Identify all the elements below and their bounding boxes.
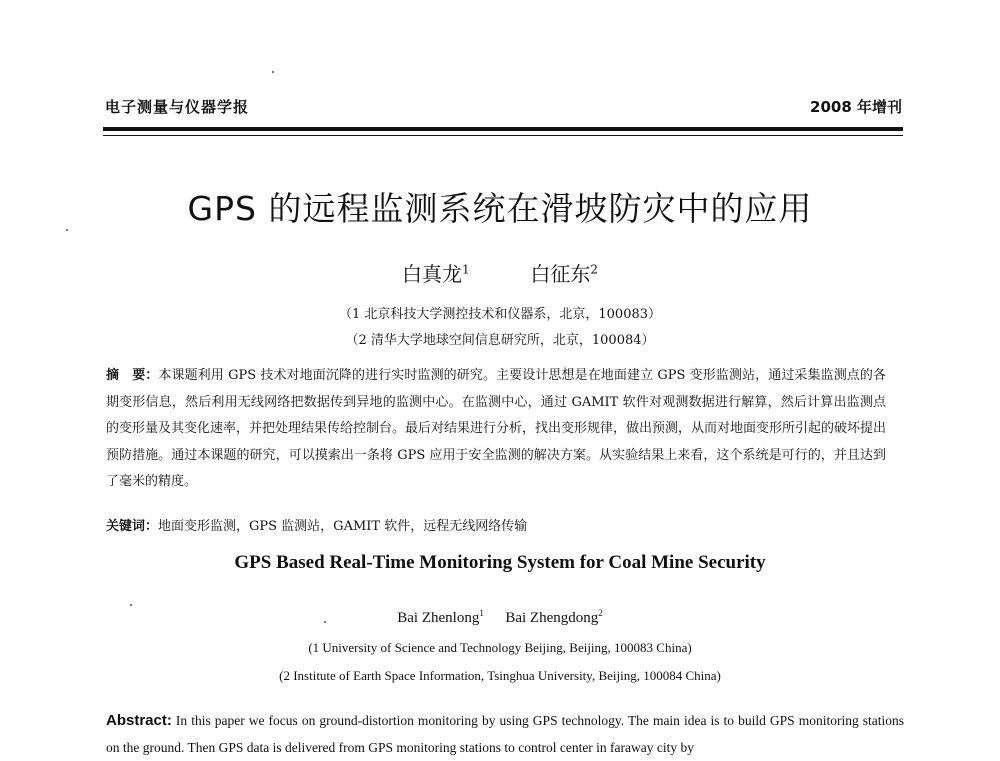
abstract-cn-text: 本课题利用 GPS 技术对地面沉降的进行实时监测的研究。主要设计思想是在地面建立 GPS 变形监测站，通过采集监测点的各期变形信息，然后利用无线网络把数据传到异地的监测中心。在监测中心，通过 GAMIT 软件对观测数据进行解算，然后计算出监测点的变形量及其变化速率，并把处理结果传给控制台。最后对结果进行分析，找出变形规律，做出预测，从而对地面变形所引起的破坏提出预防措施。通过本课题的研究，可以摸索出一条将 GPS 应用于安全监测的解决方案。从实验结果上来看，这个系统是可行的，并且达到了毫米的精度。 — [106, 368, 887, 489]
scan-speck — [66, 229, 68, 231]
scan-speck — [272, 71, 274, 73]
keywords-chinese — [106, 515, 527, 534]
authors-chinese — [0, 258, 1000, 287]
title-chinese: GPS 的远程监测系统在滑坡防灾中的应用 — [187, 189, 813, 228]
header-rule-thin — [103, 135, 903, 136]
affiliation-2-en: (2 Institute of Earth Space Information, Tsinghua University, Beijing, 100084 China) — [279, 668, 721, 683]
journal-name: 电子测量与仪器学报 — [105, 98, 250, 116]
abstract-english — [106, 707, 904, 761]
keywords-cn-text: 地面变形监测，GPS 监测站，GAMIT 软件，远程无线网络传输 — [158, 519, 528, 534]
abstract-cn-label: 摘 要： — [106, 368, 159, 383]
author-1-sup-en: 1 — [479, 608, 484, 618]
abstract-en-label: Abstract: — [106, 712, 172, 729]
keywords-cn-label: 关键词： — [106, 519, 159, 534]
affiliation-1-en: (1 University of Science and Technology Beijing, Beijing, 100083 China) — [308, 640, 692, 655]
header-rule-thick — [103, 127, 903, 131]
scan-speck — [130, 604, 132, 606]
author-2-sup-cn: 2 — [590, 262, 598, 277]
author-1-name-en: Bai Zhenlong — [397, 610, 480, 626]
scan-speck — [324, 621, 326, 623]
title-english: GPS Based Real-Time Monitoring System for Coal Mine Security — [234, 552, 766, 573]
issue-label: 2008 年增刊 — [810, 98, 902, 116]
abstract-chinese — [106, 363, 886, 496]
author-2-sup-en: 2 — [598, 608, 603, 618]
author-1-sup-cn: 1 — [462, 262, 470, 277]
abstract-en-text: In this paper we focus on ground-distortion monitoring by using GPS technology. The main idea is to build GPS monitoring stations on the ground. Then GPS data is delivered from GPS monitoring stations to control center in faraway city by — [106, 713, 905, 755]
author-2-name-en: Bai Zhengdong — [505, 610, 599, 626]
affiliation-2-cn: （2 清华大学地球空间信息研究所，北京，100084） — [345, 333, 655, 348]
author-1-name-cn: 白真龙 — [402, 262, 462, 286]
author-2-name-cn: 白征东 — [530, 262, 591, 286]
affiliation-1-cn: （1 北京科技大学测控技术和仪器系，北京，100083） — [338, 307, 662, 322]
authors-english — [0, 610, 1000, 627]
